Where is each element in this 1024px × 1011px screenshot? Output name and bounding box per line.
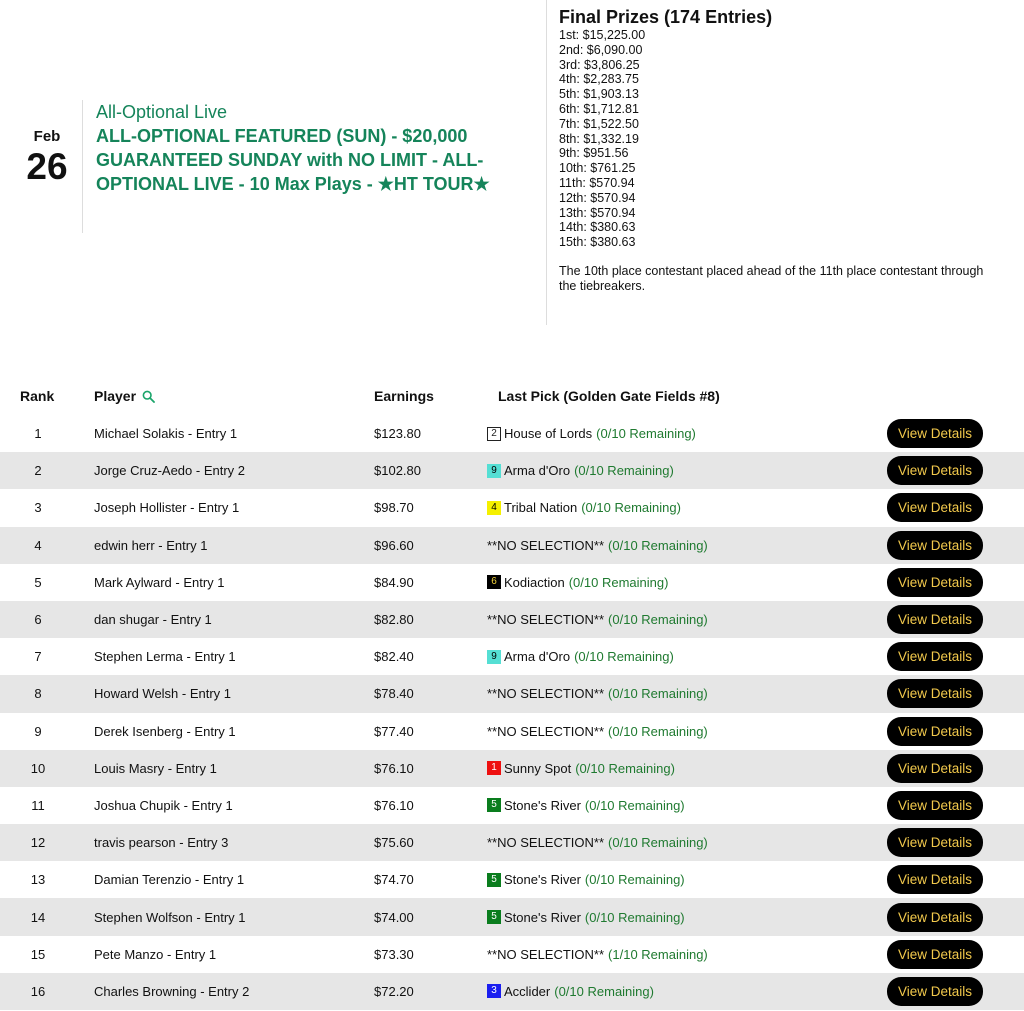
view-details-cell (887, 824, 983, 861)
header-player (94, 388, 155, 404)
view-details-button[interactable]: View Details (887, 791, 983, 820)
prize-line: 11th: $570.94 (559, 175, 635, 190)
earnings-cell: $123.80 (374, 426, 421, 442)
view-details-cell (887, 452, 983, 489)
remaining-plays: (0/10 Remaining) (584, 909, 685, 925)
prize-line: 1st: $15,225.00 (559, 28, 646, 42)
table-body (0, 415, 1024, 1010)
prize-line: 15th: $380.63 (559, 235, 636, 250)
view-details-button[interactable]: View Details (887, 903, 983, 932)
table-row (0, 452, 1024, 489)
view-details-button[interactable]: View Details (887, 754, 983, 783)
post-position-badge: 3 (487, 984, 501, 998)
view-details-button[interactable]: View Details (887, 568, 983, 597)
table-row (0, 415, 1024, 452)
post-position-badge: 2 (487, 427, 501, 441)
post-position-badge: 5 (487, 798, 501, 812)
prize-line: 5th: $1,903.13 (559, 87, 639, 102)
rank-cell: 15 (30, 946, 46, 962)
rank-cell: 16 (30, 983, 46, 999)
view-details-cell (887, 675, 983, 712)
view-details-cell (887, 564, 983, 601)
last-pick-cell (487, 824, 708, 861)
table-row (0, 936, 1024, 973)
last-pick-cell (487, 452, 674, 489)
earnings-cell: $74.70 (374, 872, 414, 888)
table-row (0, 787, 1024, 824)
date-day: 26 (26, 146, 68, 187)
table-row (0, 713, 1024, 750)
rank-cell: 10 (30, 760, 46, 776)
post-position-badge: 9 (487, 650, 501, 664)
prize-line: 14th: $380.63 (559, 220, 636, 235)
table-row (0, 638, 1024, 675)
horse-name: Arma d'Oro (504, 463, 571, 479)
last-pick-cell (487, 898, 685, 935)
no-selection: **NO SELECTION** (487, 612, 605, 628)
view-details-button[interactable]: View Details (887, 642, 983, 671)
view-details-cell (887, 973, 983, 1010)
horse-name: House of Lords (504, 426, 593, 442)
player-cell: Mark Aylward - Entry 1 (94, 574, 225, 590)
prize-line: 12th: $570.94 (559, 190, 636, 205)
horse-name: Acclider (504, 983, 551, 999)
view-details-cell (887, 713, 983, 750)
player-cell: Damian Terenzio - Entry 1 (94, 872, 245, 888)
last-pick-cell (487, 564, 668, 601)
leaderboard-table (0, 378, 1024, 1010)
view-details-cell (887, 787, 983, 824)
rank-cell: 4 (34, 537, 42, 553)
last-pick-cell (487, 675, 708, 712)
earnings-cell: $76.10 (374, 797, 414, 813)
contest-name: ALL-OPTIONAL FEATURED (SUN) - $20,000 GUARANTEED SUNDAY with NO LIMIT - ALL-OPTIONAL LIVE - 10 Max Plays - ★HT TOUR★ (96, 126, 490, 194)
remaining-plays: (0/10 Remaining) (574, 649, 674, 665)
rank-cell: 12 (30, 835, 46, 851)
remaining-plays: (0/10 Remaining) (574, 463, 674, 479)
divider (82, 100, 83, 233)
player-cell: edwin herr - Entry 1 (94, 537, 208, 553)
view-details-cell (887, 861, 983, 898)
prize-line: 10th: $761.25 (559, 161, 636, 176)
remaining-plays: (0/10 Remaining) (608, 835, 708, 851)
remaining-plays: (0/10 Remaining) (608, 612, 708, 628)
view-details-button[interactable]: View Details (887, 419, 983, 448)
table-row (0, 601, 1024, 638)
horse-name: Tribal Nation (504, 500, 578, 516)
view-details-cell (887, 898, 983, 935)
header-rank: Rank (20, 388, 55, 404)
remaining-plays: (0/10 Remaining) (608, 686, 708, 702)
table-row (0, 564, 1024, 601)
earnings-cell: $82.80 (374, 612, 414, 628)
earnings-cell: $75.60 (374, 835, 414, 851)
table-row (0, 750, 1024, 787)
remaining-plays: (0/10 Remaining) (596, 426, 696, 442)
table-row (0, 861, 1024, 898)
horse-name: Stone's River (504, 872, 581, 888)
prizes-title: Final Prizes (174 Entries) (559, 7, 773, 27)
earnings-cell: $78.40 (374, 686, 414, 702)
table-row (0, 898, 1024, 935)
player-cell: Howard Welsh - Entry 1 (94, 686, 232, 702)
prize-line: 8th: $1,332.19 (559, 131, 639, 146)
contest-date (18, 128, 76, 187)
player-cell: Derek Isenberg - Entry 1 (94, 723, 236, 739)
prize-line: 3rd: $3,806.25 (559, 57, 640, 72)
last-pick-cell (487, 973, 654, 1010)
remaining-plays: (0/10 Remaining) (554, 983, 654, 999)
no-selection: **NO SELECTION** (487, 723, 605, 739)
remaining-plays: (0/10 Remaining) (584, 797, 685, 813)
prize-line: 7th: $1,522.50 (559, 116, 639, 131)
player-cell: Joshua Chupik - Entry 1 (94, 797, 233, 813)
view-details-button[interactable]: View Details (887, 717, 983, 746)
player-cell: Jorge Cruz-Aedo - Entry 2 (94, 463, 246, 479)
prize-line: 6th: $1,712.81 (559, 101, 639, 116)
no-selection: **NO SELECTION** (487, 946, 605, 962)
rank-cell: 6 (34, 612, 42, 628)
view-details-button[interactable]: View Details (887, 531, 983, 560)
earnings-cell: $96.60 (374, 537, 414, 553)
post-position-badge: 1 (487, 761, 501, 775)
last-pick-cell (487, 489, 681, 526)
table-row (0, 489, 1024, 526)
post-position-badge: 6 (487, 575, 501, 589)
search-icon[interactable] (142, 390, 155, 403)
rank-cell: 7 (34, 649, 42, 665)
table-row (0, 675, 1024, 712)
last-pick-cell (487, 415, 696, 452)
earnings-cell: $76.10 (374, 760, 414, 776)
rank-cell: 5 (34, 574, 42, 590)
rank-cell: 1 (34, 426, 42, 442)
earnings-cell: $72.20 (374, 983, 414, 999)
remaining-plays: (0/10 Remaining) (584, 872, 685, 888)
horse-name: Sunny Spot (504, 760, 572, 776)
view-details-button[interactable]: View Details (887, 940, 983, 969)
divider (546, 0, 547, 325)
table-header (0, 378, 1024, 415)
view-details-button[interactable]: View Details (887, 456, 983, 485)
table-row (0, 973, 1024, 1010)
view-details-cell (887, 936, 983, 973)
header-earnings: Earnings (374, 388, 434, 404)
post-position-badge: 4 (487, 501, 501, 515)
header-last-pick: Last Pick (Golden Gate Fields #8) (498, 388, 720, 404)
horse-name: Stone's River (504, 909, 581, 925)
contest-type: All-Optional Live (96, 102, 228, 122)
tiebreaker-note: The 10th place contestant placed ahead of the 11th place contestant through the tiebreakers. (559, 263, 984, 293)
player-cell: Louis Masry - Entry 1 (94, 760, 217, 776)
horse-name: Arma d'Oro (504, 649, 571, 665)
player-cell: Charles Browning - Entry 2 (94, 983, 250, 999)
view-details-button[interactable]: View Details (887, 865, 983, 894)
last-pick-cell (487, 601, 708, 638)
view-details-button[interactable]: View Details (887, 493, 983, 522)
post-position-badge: 5 (487, 910, 501, 924)
remaining-plays: (0/10 Remaining) (581, 500, 681, 516)
player-cell: Joseph Hollister - Entry 1 (94, 500, 240, 516)
rank-cell: 11 (31, 797, 45, 813)
last-pick-cell (487, 861, 685, 898)
earnings-cell: $102.80 (374, 463, 421, 479)
no-selection: **NO SELECTION** (487, 537, 605, 553)
view-details-button[interactable]: View Details (887, 605, 983, 634)
player-cell: Pete Manzo - Entry 1 (94, 946, 217, 962)
player-cell: Stephen Lerma - Entry 1 (94, 649, 236, 665)
view-details-cell (887, 601, 983, 638)
no-selection: **NO SELECTION** (487, 835, 605, 851)
earnings-cell: $84.90 (374, 574, 414, 590)
rank-cell: 13 (30, 872, 46, 888)
horse-name: Stone's River (504, 797, 581, 813)
remaining-plays: (0/10 Remaining) (575, 760, 675, 776)
earnings-cell: $77.40 (374, 723, 414, 739)
rank-cell: 9 (34, 723, 42, 739)
last-pick-cell (487, 787, 685, 824)
earnings-cell: $98.70 (374, 500, 414, 516)
last-pick-cell (487, 936, 708, 973)
view-details-button[interactable]: View Details (887, 679, 983, 708)
view-details-cell (887, 750, 983, 787)
prize-list (559, 28, 1009, 250)
header-player-label: Player (94, 388, 137, 404)
view-details-cell (887, 638, 983, 675)
contest-info (96, 101, 534, 196)
player-cell: Stephen Wolfson - Entry 1 (94, 909, 246, 925)
last-pick-cell (487, 750, 675, 787)
last-pick-cell (487, 638, 674, 675)
date-month: Feb (33, 128, 61, 145)
remaining-plays: (0/10 Remaining) (568, 574, 669, 590)
post-position-badge: 9 (487, 464, 501, 478)
rank-cell: 3 (34, 500, 42, 516)
horse-name: Kodiaction (504, 574, 565, 590)
last-pick-cell (487, 527, 708, 564)
player-cell: travis pearson - Entry 3 (94, 835, 229, 851)
earnings-cell: $74.00 (374, 909, 414, 925)
table-row (0, 824, 1024, 861)
last-pick-cell (487, 713, 708, 750)
final-prizes (559, 6, 1009, 294)
prize-line: 13th: $570.94 (559, 205, 636, 220)
view-details-button[interactable]: View Details (887, 977, 983, 1006)
table-row (0, 527, 1024, 564)
post-position-badge: 5 (487, 873, 501, 887)
player-cell: dan shugar - Entry 1 (94, 612, 212, 628)
remaining-plays: (1/10 Remaining) (608, 946, 708, 962)
rank-cell: 2 (34, 463, 42, 479)
prize-line: 4th: $2,283.75 (559, 72, 639, 87)
player-cell: Michael Solakis - Entry 1 (94, 426, 238, 442)
view-details-cell (887, 527, 983, 564)
remaining-plays: (0/10 Remaining) (608, 723, 708, 739)
remaining-plays: (0/10 Remaining) (608, 537, 708, 553)
rank-cell: 14 (30, 909, 46, 925)
earnings-cell: $82.40 (374, 649, 414, 665)
view-details-button[interactable]: View Details (887, 828, 983, 857)
rank-cell: 8 (34, 686, 42, 702)
no-selection: **NO SELECTION** (487, 686, 605, 702)
prize-line: 2nd: $6,090.00 (559, 42, 643, 57)
view-details-cell (887, 489, 983, 526)
view-details-cell (887, 415, 983, 452)
prize-line: 9th: $951.56 (559, 146, 629, 161)
earnings-cell: $73.30 (374, 946, 414, 962)
